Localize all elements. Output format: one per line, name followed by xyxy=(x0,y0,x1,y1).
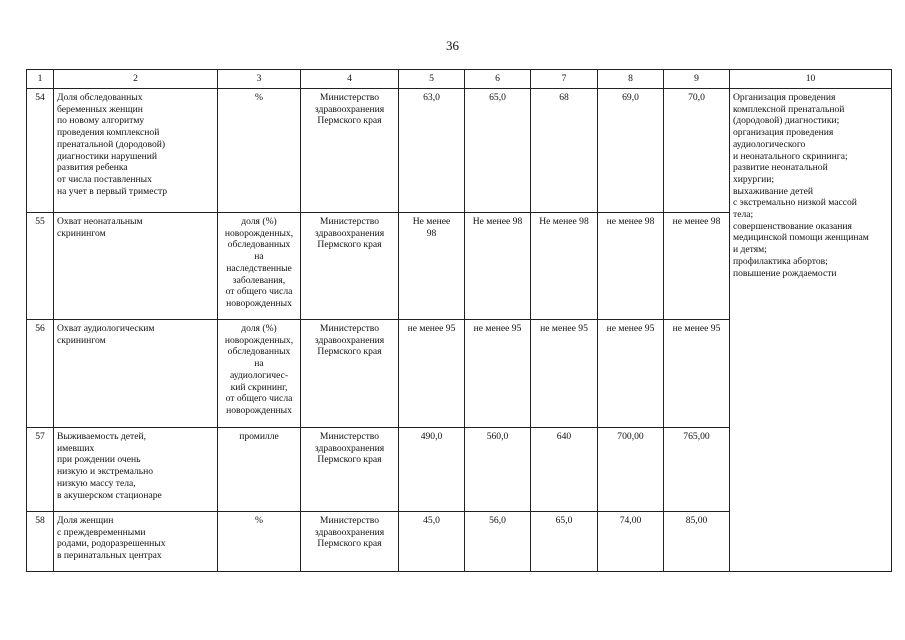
header-col-3: 3 xyxy=(218,70,301,89)
header-col-9: 9 xyxy=(664,70,730,89)
header-col-5: 5 xyxy=(399,70,465,89)
value-col-5: 490,0 xyxy=(399,428,465,512)
value-col-7: 68 xyxy=(531,89,598,213)
indicator-name: Охват аудиологическим скринингом xyxy=(54,320,218,428)
responsible-cell: Министерство здравоохранения Пермского края xyxy=(301,213,399,320)
unit-cell: доля (%) новорожденных, обследованных на наследственные заболевания, от общего числа новорожденных xyxy=(218,213,301,320)
table-row xyxy=(27,89,892,213)
value-col-7: Не менее 98 xyxy=(531,213,598,320)
value-col-7: 65,0 xyxy=(531,512,598,572)
value-col-5: 45,0 xyxy=(399,512,465,572)
value-col-5: не менее 95 xyxy=(399,320,465,428)
value-col-9: не менее 98 xyxy=(664,213,730,320)
value-col-8: не менее 95 xyxy=(598,320,664,428)
responsible-cell: Министерство здравоохранения Пермского края xyxy=(301,89,399,213)
header-col-4: 4 xyxy=(301,70,399,89)
value-col-6: 65,0 xyxy=(465,89,531,213)
unit-cell: % xyxy=(218,512,301,572)
value-col-7: не менее 95 xyxy=(531,320,598,428)
value-col-8: не менее 98 xyxy=(598,213,664,320)
value-col-8: 74,00 xyxy=(598,512,664,572)
row-number: 58 xyxy=(27,512,54,572)
indicator-name: Выживаемость детей, имевших при рождении очень низкую и экстремально низкую массу тела, в акушерском стационаре xyxy=(54,428,218,512)
header-col-1: 1 xyxy=(27,70,54,89)
value-col-5: 63,0 xyxy=(399,89,465,213)
row-number: 54 xyxy=(27,89,54,213)
unit-cell: промилле xyxy=(218,428,301,512)
value-col-8: 700,00 xyxy=(598,428,664,512)
header-col-10: 10 xyxy=(730,70,892,89)
table-header-row xyxy=(27,70,892,89)
value-col-6: Не менее 98 xyxy=(465,213,531,320)
indicators-table xyxy=(26,69,892,572)
unit-cell: % xyxy=(218,89,301,213)
value-col-9: не менее 95 xyxy=(664,320,730,428)
header-col-8: 8 xyxy=(598,70,664,89)
indicator-name: Доля обследованных беременных женщин по новому алгоритму проведения комплексной пренатальной (дородовой) диагностики нарушений развития ребенка от числа поставленных на учет в первый триместр xyxy=(54,89,218,213)
unit-cell: доля (%) новорожденных, обследованных на аудиологичес- кий скрининг, от общего числа новорожденных xyxy=(218,320,301,428)
value-col-6: 56,0 xyxy=(465,512,531,572)
indicator-name: Охват неонатальным скринингом xyxy=(54,213,218,320)
header-col-7: 7 xyxy=(531,70,598,89)
value-col-8: 69,0 xyxy=(598,89,664,213)
value-col-6: 560,0 xyxy=(465,428,531,512)
header-col-2: 2 xyxy=(54,70,218,89)
row-number: 57 xyxy=(27,428,54,512)
value-col-9: 70,0 xyxy=(664,89,730,213)
responsible-cell: Министерство здравоохранения Пермского края xyxy=(301,320,399,428)
responsible-cell: Министерство здравоохранения Пермского края xyxy=(301,428,399,512)
indicator-name: Доля женщин с преждевременными родами, родоразрешенных в перинатальных центрах xyxy=(54,512,218,572)
value-col-9: 85,00 xyxy=(664,512,730,572)
value-col-6: не менее 95 xyxy=(465,320,531,428)
value-col-7: 640 xyxy=(531,428,598,512)
value-col-5: Не менее 98 xyxy=(399,213,465,320)
header-col-6: 6 xyxy=(465,70,531,89)
row-number: 55 xyxy=(27,213,54,320)
row-number: 56 xyxy=(27,320,54,428)
page-number: 36 xyxy=(446,38,459,53)
measures-cell: Организация проведения комплексной пренатальной (дородовой) диагностики; организация проведения аудиологического и неонатального скрининга; развитие неонатальной хирургии; выхаживание детей с экстремально низкой массой тела; совершенствование оказания медицинской помощи женщинам и детям; профилактика абортов; повышение рождаемости xyxy=(730,89,892,572)
value-col-9: 765,00 xyxy=(664,428,730,512)
responsible-cell: Министерство здравоохранения Пермского края xyxy=(301,512,399,572)
